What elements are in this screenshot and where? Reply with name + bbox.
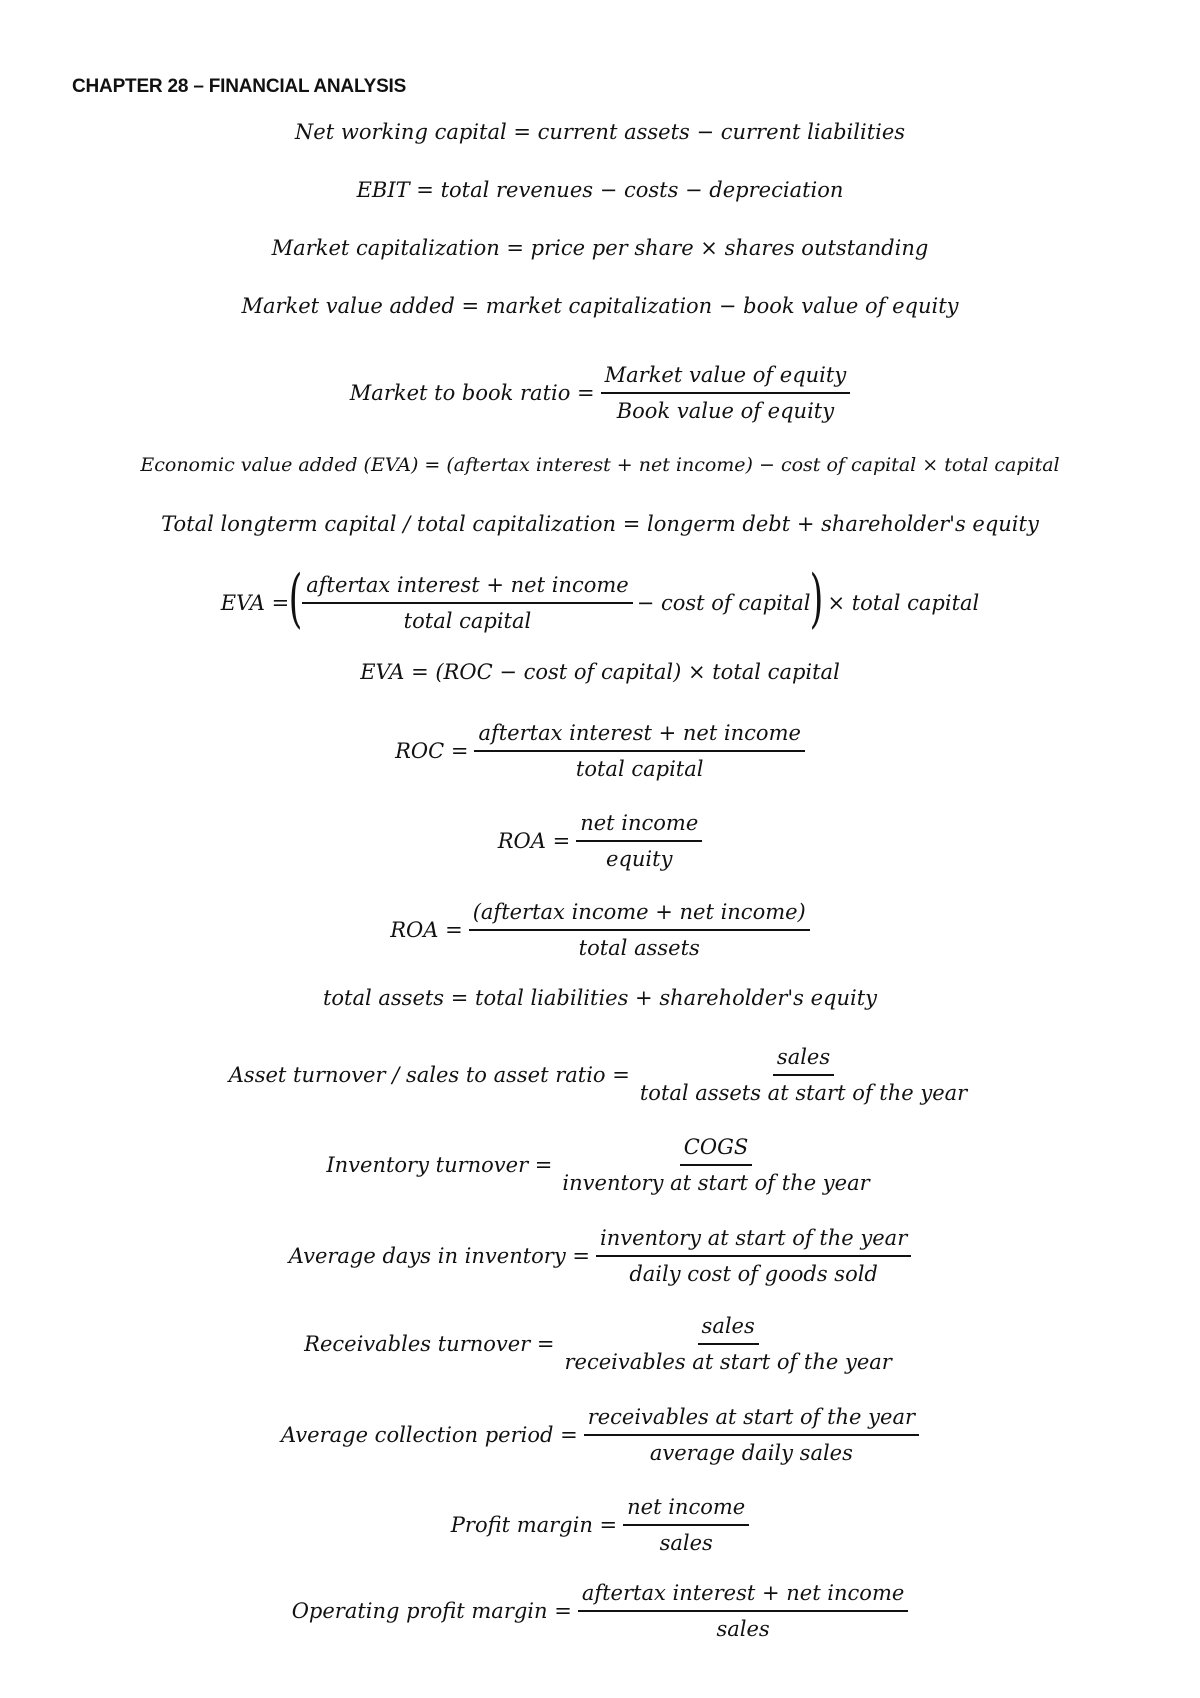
denominator: sales <box>659 1531 713 1555</box>
numerator: COGS <box>680 1133 752 1166</box>
eq-lhs: ROA = <box>390 918 463 942</box>
fraction <box>302 571 632 635</box>
denominator: average daily sales <box>649 1441 853 1465</box>
eq-net-working-capital <box>0 120 1200 144</box>
eq-text: Market capitalization = price per share × shares outstanding <box>271 236 929 260</box>
eq-lhs: Asset turnover / sales to asset ratio = <box>228 1063 630 1087</box>
denominator: equity <box>606 847 673 871</box>
eq-lhs: Average collection period = <box>280 1423 578 1447</box>
denominator: inventory at start of the year <box>562 1171 870 1195</box>
chapter-heading: CHAPTER 28 – FINANCIAL ANALYSIS <box>72 76 407 97</box>
eq-text: total assets = total liabilities + shareholder's equity <box>322 986 878 1010</box>
eq-market-capitalization <box>0 236 1200 260</box>
eq-eva-roc <box>0 660 1200 684</box>
denominator: daily cost of goods sold <box>629 1262 878 1286</box>
numerator: Market value of equity <box>601 361 851 394</box>
denominator: total capital <box>575 757 704 781</box>
fraction <box>623 1493 749 1557</box>
eq-total-longterm-capital <box>0 512 1200 536</box>
eq-total-assets <box>0 986 1200 1010</box>
eq-text: EBIT = total revenues − costs − depreciation <box>356 178 844 202</box>
denominator: total capital <box>403 609 532 633</box>
fraction <box>596 1224 911 1288</box>
eq-ebit <box>0 178 1200 202</box>
fraction <box>601 361 851 425</box>
fraction <box>469 898 810 962</box>
eq-lhs: Average days in inventory = <box>288 1244 590 1268</box>
eq-inventory-turnover <box>0 1130 1200 1200</box>
denominator: Book value of equity <box>616 399 835 423</box>
eq-text: Total longterm capital / total capitalization = longerm debt + shareholder's equity <box>161 512 1039 536</box>
eq-roc <box>0 716 1200 786</box>
eq-text: Economic value added (EVA) = (aftertax interest + net income) − cost of capital × total capital <box>140 454 1060 476</box>
eq-roa-assets <box>0 895 1200 965</box>
numerator: sales <box>698 1312 759 1345</box>
numerator: net income <box>623 1493 749 1526</box>
eq-lhs: Operating profit margin = <box>291 1599 572 1623</box>
fraction <box>584 1403 919 1467</box>
numerator: sales <box>773 1043 834 1076</box>
denominator: total assets <box>578 936 700 960</box>
eq-economic-value-added <box>0 454 1200 476</box>
eq-lhs: Receivables turnover = <box>304 1332 555 1356</box>
numerator: aftertax interest + net income <box>302 571 632 604</box>
numerator: (aftertax income + net income) <box>469 898 810 931</box>
eq-lhs: EVA = <box>220 591 290 615</box>
eq-lhs: ROA = <box>497 829 571 853</box>
fraction <box>558 1133 873 1197</box>
open-paren: ( <box>288 562 303 636</box>
fraction <box>636 1043 971 1107</box>
eq-lhs: Inventory turnover = <box>326 1153 553 1177</box>
numerator: net income <box>576 809 702 842</box>
eq-average-days-inventory <box>0 1221 1200 1291</box>
eq-lhs: Market to book ratio = <box>349 381 595 405</box>
eq-text: Net working capital = current assets − current liabilities <box>294 120 906 144</box>
eq-roa-equity <box>0 806 1200 876</box>
eq-market-to-book <box>0 358 1200 428</box>
eq-eva-fraction <box>0 562 1200 638</box>
eq-operating-profit-margin <box>0 1576 1200 1646</box>
denominator: sales <box>716 1617 770 1641</box>
numerator: aftertax interest + net income <box>578 1579 908 1612</box>
close-paren: ) <box>810 562 824 636</box>
eq-lhs: ROC = <box>395 739 469 763</box>
numerator: receivables at start of the year <box>584 1403 919 1436</box>
eq-middle: − cost of capital <box>636 591 811 615</box>
eq-average-collection-period <box>0 1400 1200 1470</box>
eq-lhs: Profit margin = <box>450 1513 618 1537</box>
fraction <box>561 1312 896 1376</box>
denominator: receivables at start of the year <box>564 1350 892 1374</box>
numerator: aftertax interest + net income <box>474 719 804 752</box>
eq-text: Market value added = market capitalization − book value of equity <box>241 294 959 318</box>
eq-asset-turnover <box>0 1040 1200 1110</box>
eq-profit-margin <box>0 1490 1200 1560</box>
eq-market-value-added <box>0 294 1200 318</box>
fraction <box>474 719 804 783</box>
eq-rhs: × total capital <box>827 591 980 615</box>
denominator: total assets at start of the year <box>639 1081 968 1105</box>
eq-receivables-turnover <box>0 1309 1200 1379</box>
fraction <box>576 809 702 873</box>
eq-text: EVA = (ROC − cost of capital) × total capital <box>360 660 840 684</box>
fraction <box>578 1579 908 1643</box>
numerator: inventory at start of the year <box>596 1224 911 1257</box>
